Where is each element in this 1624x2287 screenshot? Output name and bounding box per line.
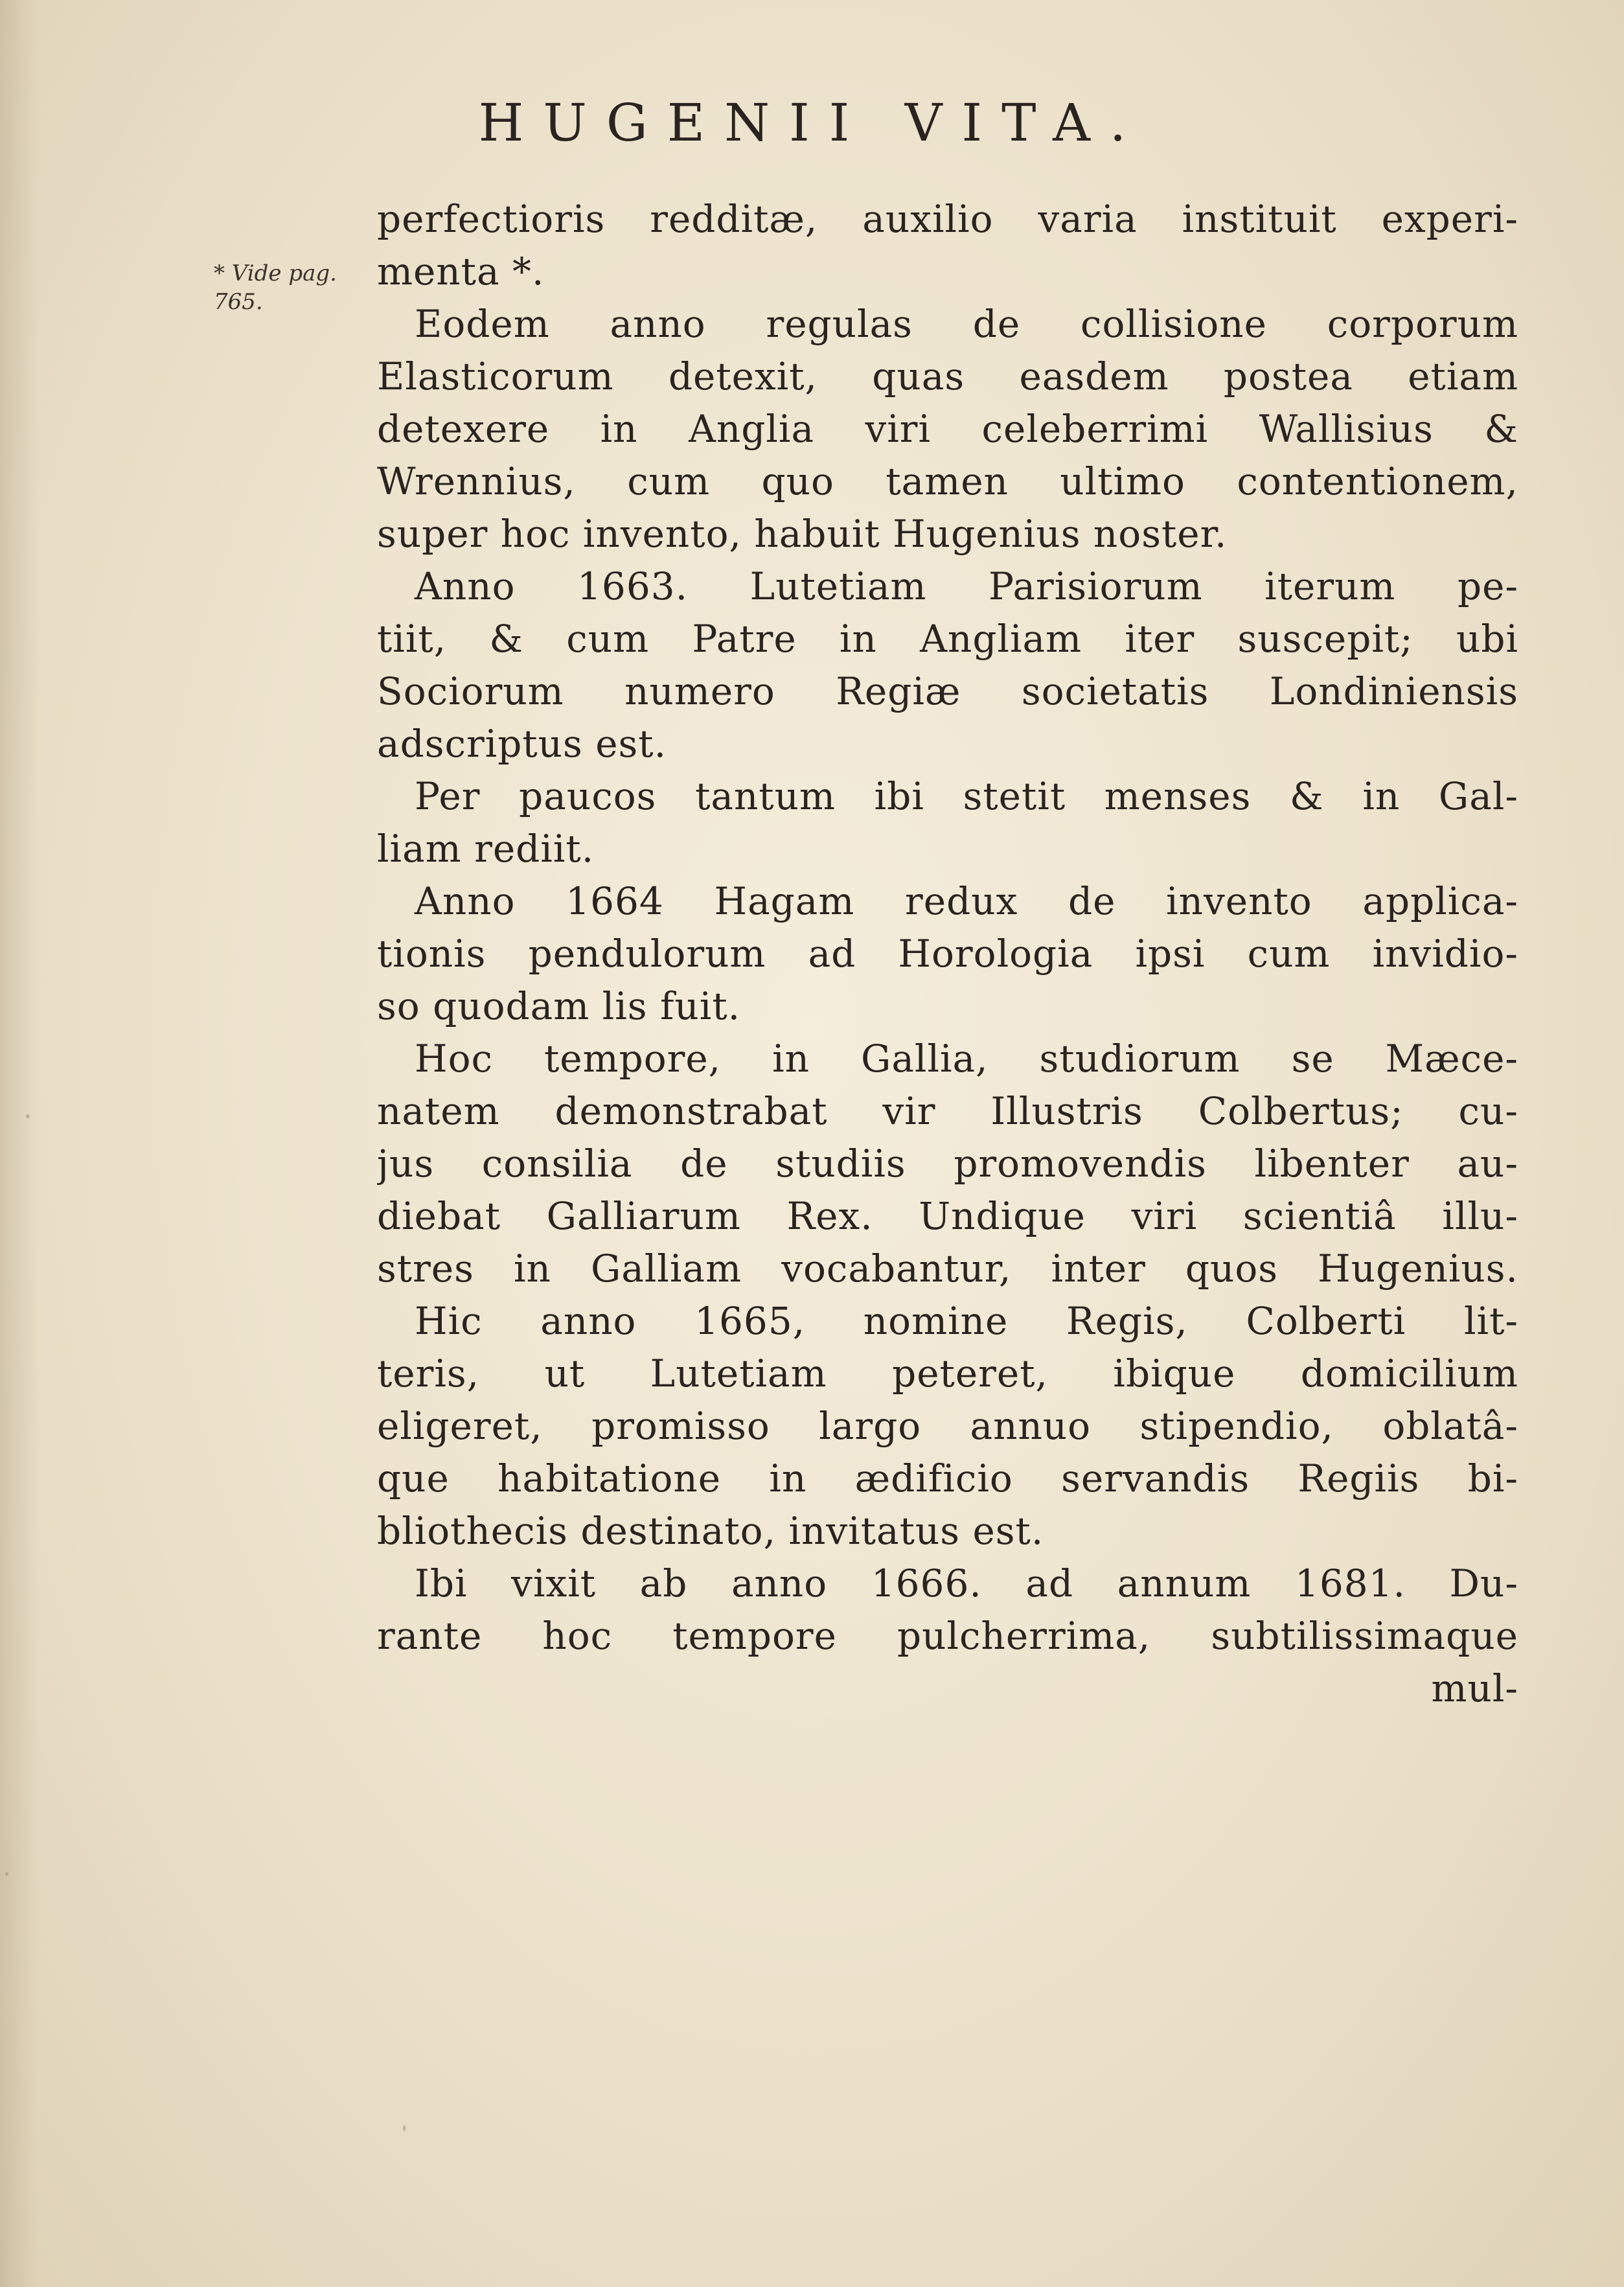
running-header: HUGENII VITA. — [478, 93, 1146, 153]
text-line: Per paucos tantum ibi stetit menses & in Gal- — [415, 774, 1518, 818]
text-line: que habitatione in ædificio servandis Regiis bi- — [377, 1456, 1518, 1500]
text-line: menta *. — [377, 249, 545, 293]
text-line: rante hoc tempore pulcherrima, subtilissimaque — [377, 1614, 1518, 1658]
text-line: Anno 1663. Lutetiam Parisiorum iterum pe- — [415, 564, 1518, 608]
text-line: bliothecis destinato, invitatus est. — [377, 1509, 1044, 1553]
text-line: adscriptus est. — [377, 722, 667, 766]
text-line: diebat Galliarum Rex. Undique viri scientiâ illu- — [377, 1194, 1518, 1238]
text-line: Anno 1664 Hagam redux de invento applica- — [415, 879, 1518, 923]
paper-speck — [26, 1114, 30, 1118]
paper-speck — [5, 1872, 8, 1876]
text-line: teris, ut Lutetiam peteret, ibique domicilium — [377, 1351, 1518, 1396]
text-line: Elasticorum detexit, quas easdem postea etiam — [377, 354, 1518, 398]
text-line: stres in Galliam vocabantur, inter quos Hugenius. — [377, 1247, 1518, 1291]
body-text — [377, 193, 1518, 1715]
text-line: Eodem anno regulas de collisione corporum — [415, 302, 1518, 346]
text-line: so quodam lis fuit. — [377, 984, 741, 1028]
text-line: eligeret, promisso largo annuo stipendio, oblatâ- — [377, 1404, 1518, 1448]
text-line: Ibi vixit ab anno 1666. ad annum 1681. Du- — [415, 1561, 1518, 1605]
text-line: super hoc invento, habuit Hugenius noster. — [377, 512, 1228, 556]
text-line: natem demonstrabat vir Illustris Colbertus; cu- — [377, 1089, 1518, 1133]
gutter-shadow — [0, 0, 39, 2287]
catchword: mul- — [1431, 1666, 1518, 1710]
text-line: detexere in Anglia viri celeberrimi Wallisius & — [377, 407, 1518, 451]
text-line: tiit, & cum Patre in Angliam iter suscepit; ubi — [377, 617, 1518, 661]
text-line: Sociorum numero Regiæ societatis Londiniensis — [377, 669, 1518, 713]
text-line: tionis pendulorum ad Horologia ipsi cum invidio- — [377, 932, 1518, 976]
text-line: Hoc tempore, in Gallia, studiorum se Mæce- — [415, 1037, 1518, 1081]
text-line: Hic anno 1665, nomine Regis, Colberti lit- — [415, 1299, 1518, 1343]
text-line: jus consilia de studiis promovendis libenter au- — [377, 1142, 1518, 1186]
paper-speck — [403, 2125, 406, 2132]
margin-note: * Vide pag. 765. — [214, 260, 337, 315]
text-line: perfectioris redditæ, auxilio varia instituit experi- — [377, 197, 1518, 241]
text-line: liam rediit. — [377, 827, 595, 871]
text-line: Wrennius, cum quo tamen ultimo contentionem, — [377, 459, 1518, 503]
